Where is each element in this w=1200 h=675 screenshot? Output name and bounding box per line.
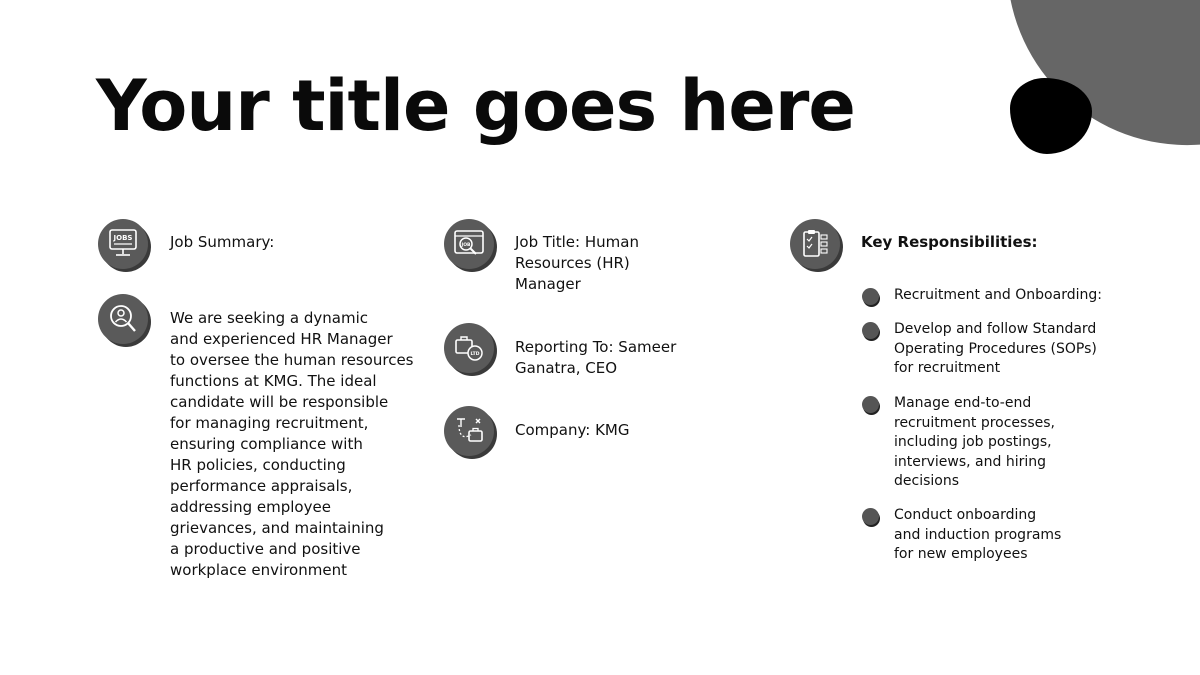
checklist-icon <box>790 219 840 269</box>
company-text: Company: KMG <box>515 421 630 439</box>
job-summary-label: Job Summary: <box>170 233 275 251</box>
key-responsibilities-heading: Key Responsibilities: <box>861 233 1038 251</box>
jobs-board-icon <box>98 219 148 269</box>
page-title: Your title goes here <box>96 65 855 147</box>
svg-text:JOB: JOB <box>461 243 471 248</box>
briefcase-strategy-icon <box>444 406 494 456</box>
reporting-to-text: Reporting To: Sameer Ganatra, CEO <box>515 338 677 377</box>
svg-text:LTD: LTD <box>470 352 480 357</box>
responsibility-item: Conduct onboarding and induction programs for new employees <box>894 507 1062 562</box>
responsibility-item: Develop and follow Standard Operating Procedures (SOPs) for recruitment <box>894 321 1097 376</box>
responsibility-item: Manage end-to-end recruitment processes, including job postings, interviews, and hiring decisions <box>894 395 1055 489</box>
bullet-dot-4 <box>862 508 879 525</box>
decorative-black-blob <box>1010 78 1092 154</box>
responsibility-item: Recruitment and Onboarding: <box>894 287 1102 303</box>
job-title-text: Job Title: Human Resources (HR) Manager <box>515 233 639 293</box>
svg-text:JOBS: JOBS <box>113 234 133 242</box>
person-search-icon <box>98 294 148 344</box>
bullet-dot-3 <box>862 396 879 413</box>
bullet-dot-1 <box>862 288 879 305</box>
bullet-dot-2 <box>862 322 879 339</box>
job-summary-text: We are seeking a dynamic and experienced HR Manager to oversee the human resources functions at KMG. The ideal candidate will be responsible for managing recruitment, ensuring compliance with HR policies, conducting performance appraisals, addressing employee grievances, and maintaining a productive and positive workplace environment <box>170 309 414 579</box>
job-search-window-icon <box>444 219 494 269</box>
company-ltd-icon <box>444 323 494 373</box>
